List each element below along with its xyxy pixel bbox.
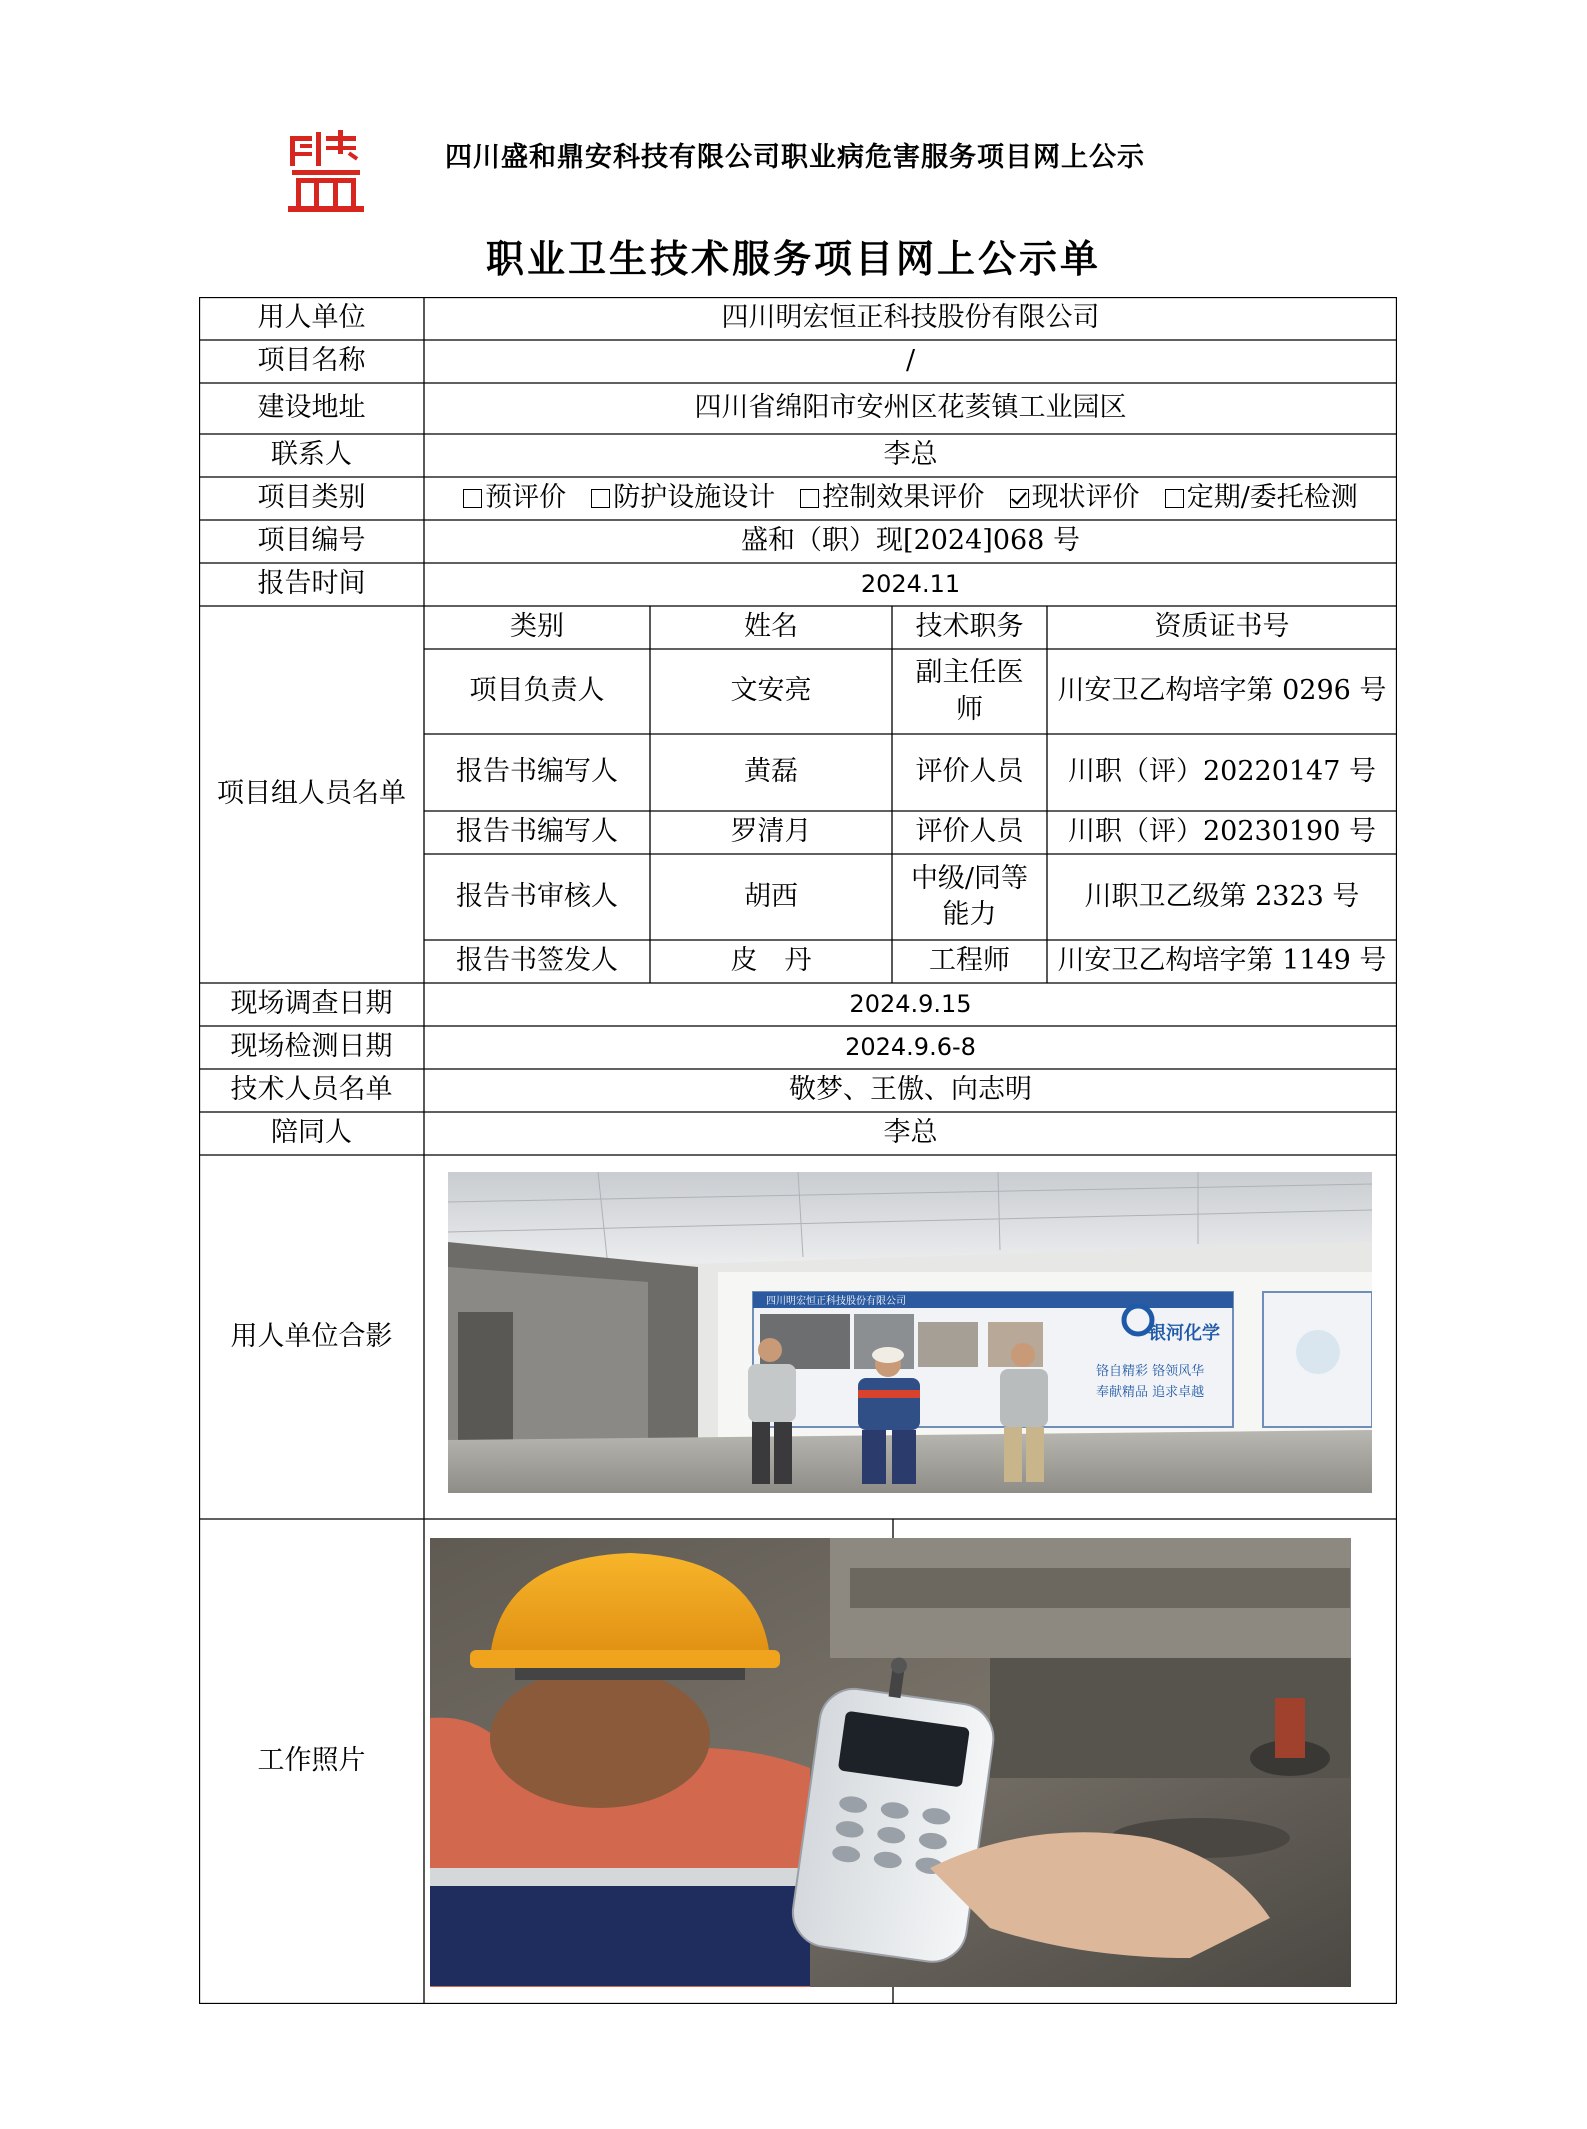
team-row-cert: 川职（评）20230190 号 — [1067, 816, 1376, 848]
slogan-line-1: 铬自精彩 铬领风华 — [1096, 1364, 1205, 1379]
checkbox-icon — [591, 489, 610, 508]
category-option-control-effect — [800, 480, 984, 516]
category-option-periodic-testing — [1165, 480, 1358, 516]
team-header-role: 类别 — [510, 611, 564, 643]
team-row-title: 中级/同等能力 — [910, 862, 1029, 930]
team-row-role: 报告书编写人 — [456, 756, 618, 788]
report-time-value: 2024.11 — [860, 570, 961, 599]
project-no-label: 项目编号 — [257, 525, 366, 557]
employer-label: 用人单位 — [257, 302, 366, 334]
employer-value: 四川明宏恒正科技股份有限公司 — [721, 302, 1100, 334]
checkbox-icon — [463, 489, 482, 508]
address-label: 建设地址 — [257, 392, 366, 424]
team-row-name: 胡西 — [744, 880, 798, 912]
technicians-label: 技术人员名单 — [230, 1074, 393, 1106]
team-row-cert: 川安卫乙构培字第 1149 号 — [1057, 945, 1387, 977]
brand-name: 银河化学 — [1148, 1323, 1220, 1344]
contact-value: 李总 — [883, 439, 938, 471]
category-option-label: 现状评价 — [1031, 482, 1140, 514]
escort-value: 李总 — [883, 1117, 938, 1149]
board-title: 四川明宏恒正科技股份有限公司 — [766, 1296, 906, 1307]
category-options — [424, 477, 1397, 520]
company-logo — [286, 130, 366, 214]
category-option-protection-design — [591, 480, 775, 516]
project-name-label: 项目名称 — [257, 345, 366, 377]
team-header-name: 姓名 — [744, 611, 798, 643]
team-row-cert: 川职卫乙级第 2323 号 — [1084, 880, 1360, 912]
team-row-role: 报告书审核人 — [456, 880, 618, 912]
disclosure-form — [199, 297, 1397, 2004]
team-row-role: 项目负责人 — [469, 675, 605, 707]
category-option-label: 定期/委托检测 — [1186, 482, 1358, 514]
escort-label: 陪同人 — [271, 1117, 352, 1149]
document-title: 职业卫生技术服务项目网上公示单 — [485, 236, 1101, 281]
category-option-label: 控制效果评价 — [822, 482, 985, 514]
team-row-name: 文安亮 — [730, 675, 812, 707]
team-row-title: 副主任医师 — [915, 657, 1024, 725]
survey-date-label: 现场调查日期 — [230, 988, 393, 1020]
category-label: 项目类别 — [257, 482, 366, 514]
category-option-label: 预评价 — [485, 482, 567, 514]
contact-label: 联系人 — [271, 439, 352, 471]
work-photo — [430, 1538, 1351, 1987]
address-value: 四川省绵阳市安州区花荄镇工业园区 — [694, 392, 1127, 424]
team-row-cert: 川职（评）20220147 号 — [1067, 756, 1376, 788]
team-row-name: 皮 丹 — [730, 945, 812, 977]
team-row-cert: 川安卫乙构培字第 0296 号 — [1057, 675, 1387, 707]
slogan-line-2: 奉献精品 追求卓越 — [1096, 1385, 1205, 1400]
team-label: 项目组人员名单 — [217, 778, 406, 810]
team-header-title: 技术职务 — [915, 611, 1024, 643]
team-row-name: 罗清月 — [730, 816, 812, 848]
team-row-title: 工程师 — [929, 945, 1010, 977]
company-notice-title: 四川盛和鼎安科技有限公司职业病危害服务项目网上公示 — [445, 142, 1145, 173]
checkbox-icon — [800, 489, 819, 508]
team-header-cert: 资质证书号 — [1154, 611, 1290, 643]
category-option-pre-evaluation — [463, 480, 566, 516]
category-option-status-evaluation — [1010, 480, 1140, 516]
team-row-name: 黄磊 — [744, 756, 798, 788]
checkbox-icon — [1165, 489, 1184, 508]
team-row-role: 报告书编写人 — [456, 816, 618, 848]
test-date-value: 2024.9.6-8 — [845, 1033, 976, 1062]
project-no-value: 盛和（职）现[2024]068 号 — [741, 525, 1080, 557]
team-row-title: 评价人员 — [915, 756, 1024, 788]
test-date-label: 现场检测日期 — [230, 1031, 393, 1063]
team-row-role: 报告书签发人 — [456, 945, 618, 977]
category-option-label: 防护设施设计 — [613, 482, 776, 514]
group-photo — [448, 1172, 1372, 1493]
team-row-title: 评价人员 — [915, 816, 1024, 848]
group-photo-label: 用人单位合影 — [230, 1320, 393, 1352]
report-time-label: 报告时间 — [257, 568, 366, 600]
checked-checkbox-icon — [1010, 489, 1029, 508]
work-photo-label: 工作照片 — [257, 1745, 366, 1777]
project-name-value: / — [905, 345, 916, 377]
technicians-value: 敬梦、王傲、向志明 — [789, 1074, 1032, 1106]
survey-date-value: 2024.9.15 — [849, 990, 972, 1019]
